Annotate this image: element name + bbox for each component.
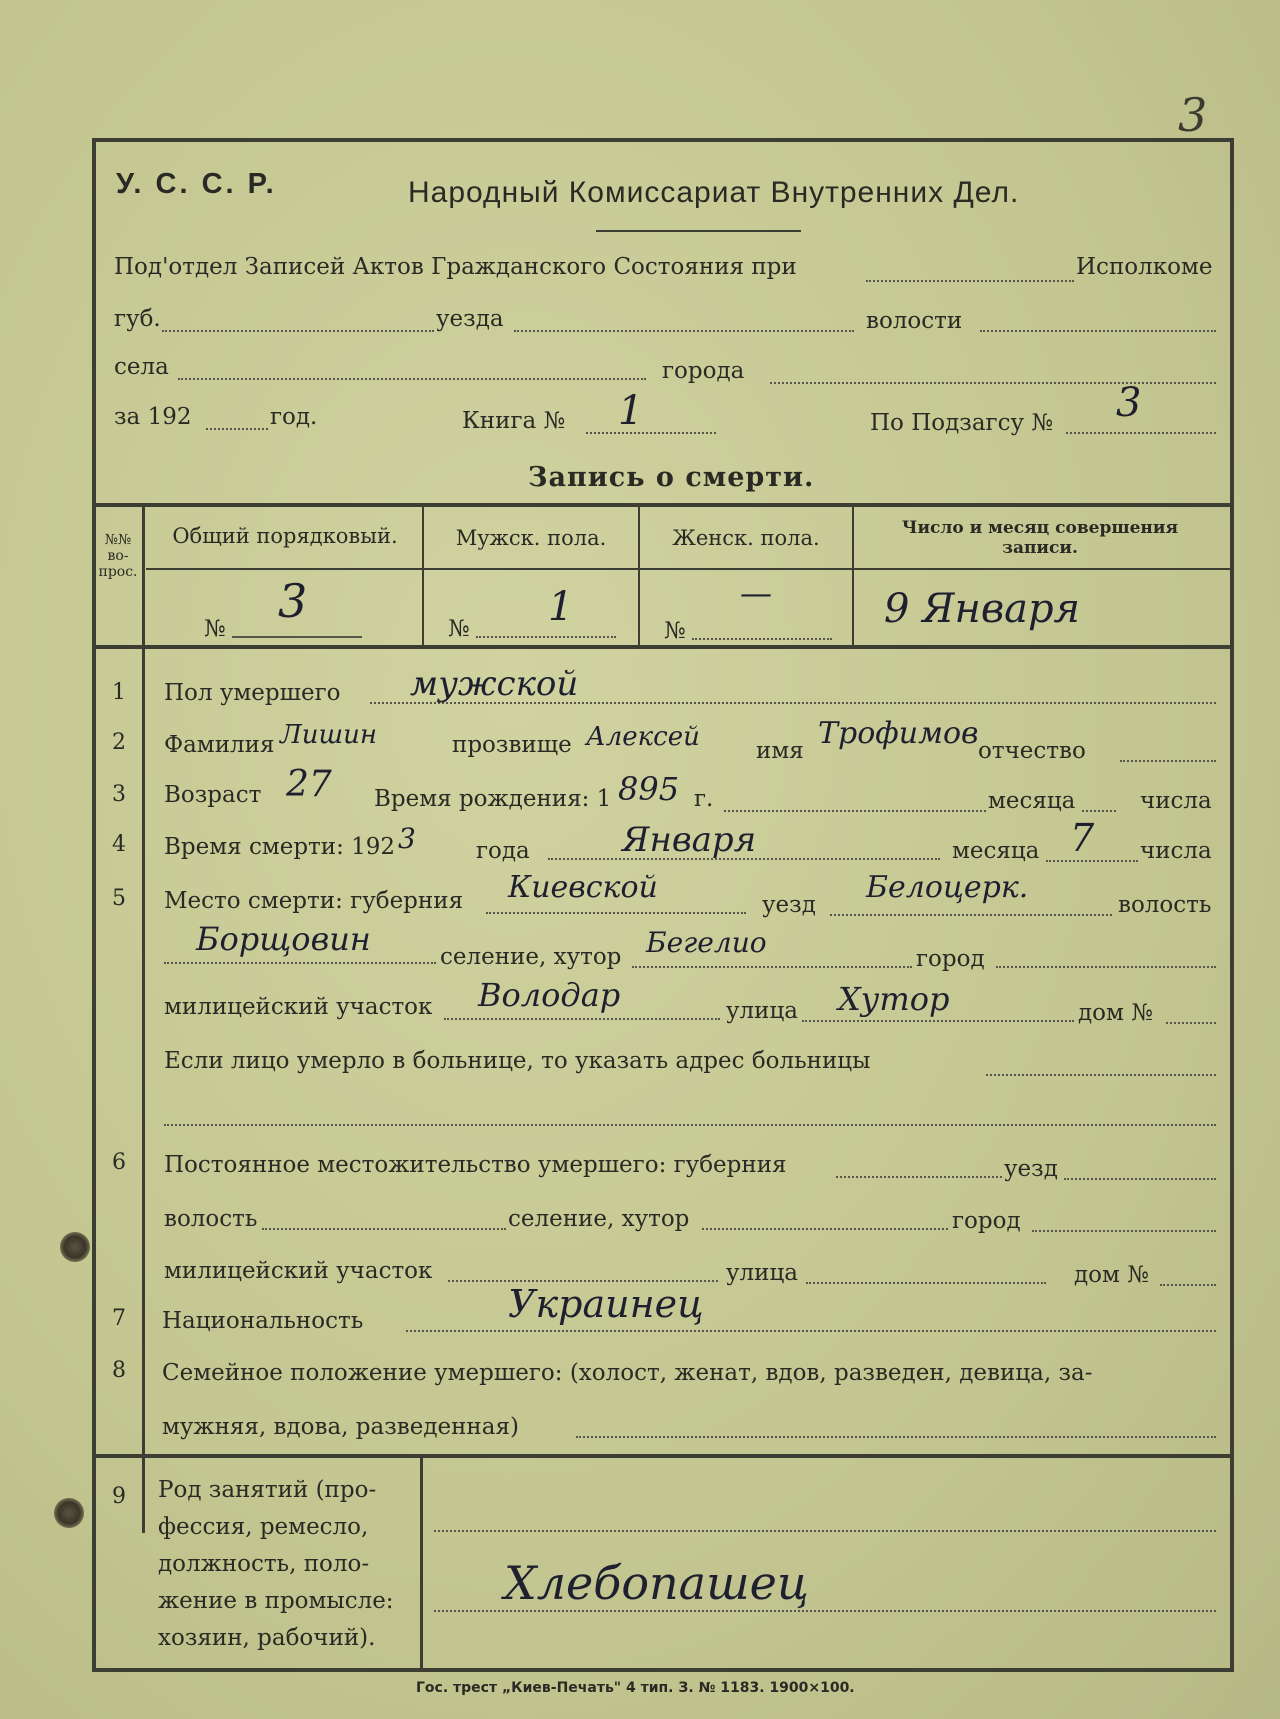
occupation-value: Хлебопашец [504, 1556, 809, 1610]
dots [434, 1530, 1216, 1532]
dots [724, 810, 986, 812]
male-col-head: Мужск. пола. [455, 526, 607, 550]
general-number: 3 [278, 574, 308, 628]
dots [1120, 760, 1216, 762]
dots [632, 966, 912, 968]
ispolkom-label: Исполкоме [1076, 254, 1213, 280]
dots [830, 914, 1112, 916]
dots [514, 330, 854, 332]
book-number: 1 [618, 388, 644, 434]
nickname-label: прозвище [452, 732, 572, 758]
row-number-3: 3 [112, 782, 126, 807]
dots [770, 382, 1216, 384]
female-no-sign: № [664, 618, 686, 644]
dots [866, 280, 1074, 282]
residence-village-label: селение, хутор [508, 1206, 690, 1232]
residence-street-label: улица [726, 1260, 798, 1286]
republic-label: У. С. С. Р. [116, 168, 277, 200]
vline [422, 503, 424, 645]
dots [406, 1330, 1216, 1332]
year-label: за 192 [114, 404, 192, 430]
death-uezd: Белоцерк. [866, 870, 1029, 905]
dots [162, 330, 434, 332]
nickname-value: Алексей [586, 722, 700, 752]
selo-label: села [114, 354, 169, 380]
dots [164, 1124, 1216, 1126]
death-precinct: Володар [478, 976, 621, 1014]
residence-precinct-label: милицейский участок [164, 1258, 433, 1284]
row-number-5: 5 [112, 886, 126, 911]
surname-value: Лишин [280, 720, 377, 750]
death-village-label: селение, хутор [440, 944, 622, 970]
occupation-label [158, 1472, 408, 1657]
vline [638, 503, 640, 645]
birth-day-label: числа [1140, 788, 1212, 814]
sex-label: Пол умершего [164, 680, 341, 706]
ministry-title: Народный Комиссариат Внутренних Дел. [408, 176, 1020, 209]
occupation-label-line-5: хозяин, рабочий). [158, 1625, 376, 1651]
marital-label-cont: мужняя, вдова, разведенная) [162, 1414, 519, 1440]
vline [852, 503, 854, 645]
birth-g-label: г. [694, 786, 714, 812]
dots [980, 330, 1216, 332]
dots [702, 1228, 948, 1230]
question-column-rule [142, 503, 145, 1533]
vline3 [420, 1456, 423, 1668]
dots [232, 636, 362, 638]
year-suffix: год. [270, 404, 318, 430]
dots [802, 1020, 1074, 1022]
general-col-head: Общий порядковый. [172, 524, 398, 548]
dots [586, 432, 716, 434]
subreg-label: По Подзагсу № [870, 410, 1054, 436]
death-house-label: дом № [1078, 1000, 1153, 1026]
residence-house-label: дом № [1074, 1262, 1149, 1288]
volost-label: волости [866, 308, 963, 334]
table-top-rule [96, 503, 1232, 507]
dots [178, 378, 646, 380]
death-street: Хутор [838, 980, 950, 1018]
printer-footer: Гос. трест „Киев-Печать" 4 тип. З. № 1183. 1900×100. [416, 1680, 855, 1696]
row-number-1: 1 [112, 680, 126, 705]
birth-month-label: месяца [988, 788, 1076, 814]
birth-label: Время рождения: 1 [374, 786, 612, 812]
name-value: Трофимов [818, 716, 979, 751]
dots [996, 966, 1216, 968]
dots [576, 1436, 1216, 1438]
dots [986, 1074, 1216, 1076]
nationality-value: Украинец [508, 1282, 704, 1326]
question-col-head-2: во- [107, 548, 129, 564]
row-number-8: 8 [112, 1358, 126, 1383]
occupation-rule [96, 1454, 1232, 1458]
uezd-label: уезда [436, 306, 504, 332]
death-day: 7 [1070, 816, 1095, 860]
dots [164, 962, 436, 964]
age-label: Возраст [164, 782, 262, 808]
dots [1046, 860, 1138, 862]
general-no-sign: № [204, 616, 226, 642]
dots [806, 1282, 1046, 1284]
dots [692, 638, 832, 640]
death-year-label: года [476, 838, 530, 864]
nationality-label: Национальность [162, 1308, 364, 1334]
sex-value: мужской [410, 664, 579, 704]
marital-label: Семейное положение умершего: (холост, женат, вдов, разведен, девица, за- [162, 1360, 1093, 1386]
occupation-label-line-2: фессия, ремесло, [158, 1514, 369, 1540]
name-label: имя [756, 738, 804, 764]
death-uezd-label: уезд [762, 892, 816, 918]
question-col-head-1: №№ [104, 532, 132, 548]
binding-hole [54, 1498, 84, 1528]
death-street-label: улица [726, 998, 798, 1024]
dots [486, 912, 746, 914]
residence-city-label: город [952, 1208, 1021, 1234]
birth-year: 895 [618, 770, 680, 808]
subreg-number: 3 [1116, 380, 1142, 426]
surname-label: Фамилия [164, 732, 275, 758]
residence-volost-label: волость [164, 1206, 258, 1232]
patronymic-label: отчество [978, 738, 1086, 764]
dots [836, 1176, 1002, 1178]
residence-uezd-label: уезд [1004, 1156, 1058, 1182]
male-number: 1 [548, 584, 574, 630]
death-volost: Борщовин [196, 920, 371, 958]
dots [444, 1018, 720, 1020]
occupation-label-line-4: жение в промысле: [158, 1588, 394, 1614]
question-col-head [96, 532, 140, 580]
dots [1032, 1230, 1216, 1232]
record-title: Запись о смерти. [528, 462, 815, 493]
occupation-label-line-1: Род занятий (про- [158, 1477, 377, 1503]
gub-label: губ. [114, 306, 161, 332]
death-day-label: числа [1140, 838, 1212, 864]
occupation-label-line-3: должность, поло- [158, 1551, 370, 1577]
row-number-9: 9 [112, 1484, 126, 1509]
dots [1064, 1178, 1216, 1180]
death-year: 3 [398, 822, 416, 855]
table-bottom-rule [96, 645, 1232, 649]
death-village: Бегелио [646, 926, 767, 959]
row-number-6: 6 [112, 1150, 126, 1175]
dots [434, 1610, 1216, 1612]
death-time-label: Время смерти: 192 [164, 834, 396, 860]
page-number: 3 [1178, 88, 1208, 142]
book-label: Книга № [462, 408, 566, 434]
death-month: Января [622, 820, 757, 860]
death-city-label: город [916, 946, 985, 972]
residence-label: Постоянное местожительство умершего: губерния [164, 1152, 787, 1178]
female-number: — [740, 574, 772, 612]
dots [1066, 432, 1216, 434]
dots [262, 1228, 506, 1230]
row-number-2: 2 [112, 730, 126, 755]
header-rule [596, 230, 801, 232]
dots [476, 636, 616, 638]
dots [1166, 1022, 1216, 1024]
gorod-label: города [662, 358, 745, 384]
date-col-head: Число и месяц совершения записи. [901, 518, 1179, 558]
death-month-label: месяца [952, 838, 1040, 864]
death-precinct-label: милицейский участок [164, 994, 433, 1020]
dots [1082, 810, 1116, 812]
death-province: Киевской [508, 870, 658, 905]
line [146, 568, 1232, 570]
question-col-head-3: прос. [98, 564, 138, 580]
age-value: 27 [286, 764, 332, 805]
row-number-7: 7 [112, 1306, 126, 1331]
subdept-line1: Под'отдел Записей Актов Гражданского Состояния при [114, 254, 797, 280]
male-no-sign: № [448, 616, 470, 642]
record-date: 9 Января [884, 586, 1081, 632]
death-place-label: Место смерти: губерния [164, 888, 464, 914]
death-volost-label: волость [1118, 892, 1212, 918]
binding-hole [60, 1232, 90, 1262]
hospital-label: Если лицо умерло в больнице, то указать адрес больницы [164, 1048, 871, 1074]
row-number-4: 4 [112, 832, 126, 857]
dots [206, 428, 268, 430]
dots [1160, 1284, 1216, 1286]
female-col-head: Женск. пола. [672, 526, 820, 550]
